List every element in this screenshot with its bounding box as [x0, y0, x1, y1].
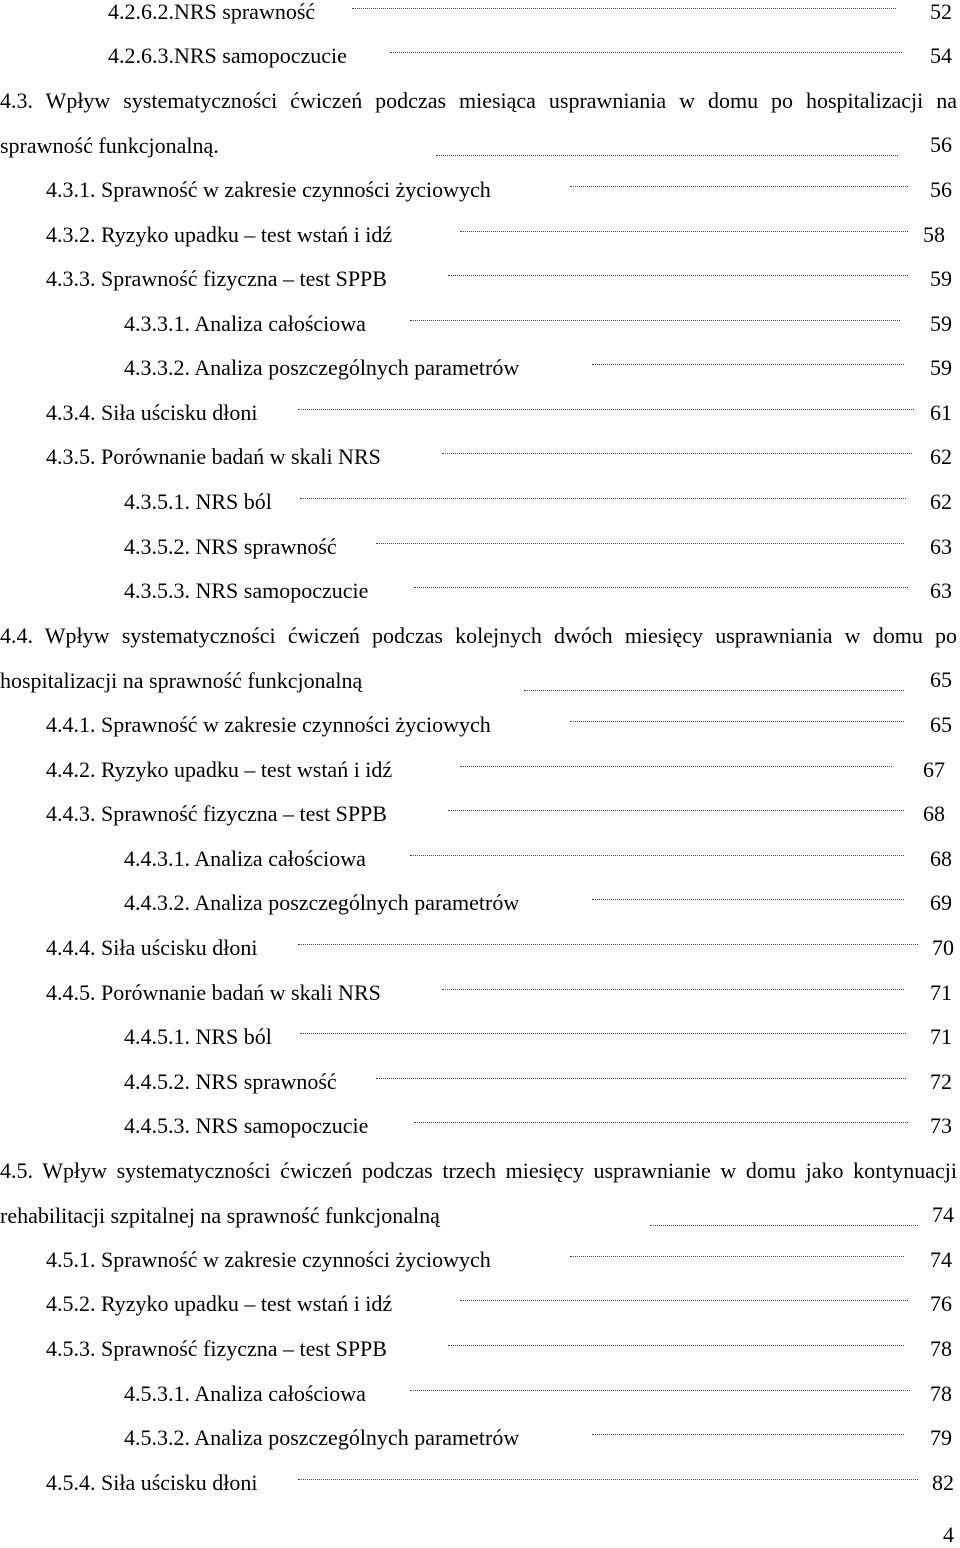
toc-entry-page: 78 — [930, 1381, 952, 1406]
toc-entry-page: 59 — [930, 311, 952, 336]
toc-entry-title: 4.2.6.3.NRS samopoczucie — [108, 43, 347, 68]
toc-entry-title: 4.5. Wpływ systematyczności ćwiczeń podczas trzech miesięcy usprawnianie w domu jako kontynuacji rehabilitacji szpitalnej na sprawność funkcjonalną — [0, 1158, 957, 1228]
toc-leader — [570, 721, 904, 722]
toc-entry-page: 59 — [930, 266, 952, 291]
toc-entry[interactable] — [124, 843, 894, 875]
toc-entry-page: 74 — [932, 1202, 954, 1227]
toc-entry-title: 4.3.2. Ryzyko upadku – test wstań i idź — [46, 222, 393, 247]
toc-leader — [298, 409, 914, 410]
toc-entry-title: 4.4. Wpływ systematyczności ćwiczeń podczas kolejnych dwóch miesięcy usprawniania w domu po hospitalizacji na sprawność funkcjonalną — [0, 623, 957, 693]
toc-entry[interactable] — [124, 352, 894, 384]
toc-entry-page: 74 — [930, 1247, 952, 1272]
toc-entry-title: 4.5.3.2. Analiza poszczególnych parametrów — [124, 1425, 520, 1450]
toc-entry[interactable] — [124, 531, 894, 563]
toc-entry-page: 56 — [930, 177, 952, 202]
toc-leader — [298, 1479, 918, 1480]
toc-entry-page: 69 — [930, 890, 952, 915]
toc-entry-title: 4.3.4. Siła uścisku dłoni — [46, 400, 258, 425]
toc-entry-title: 4.3.3.1. Analiza całościowa — [124, 311, 366, 336]
toc-leader — [298, 944, 918, 945]
toc-entry-title: 4.5.2. Ryzyko upadku – test wstań i idź — [46, 1291, 393, 1316]
toc-entry[interactable] — [124, 1110, 894, 1142]
toc-entry[interactable] — [108, 0, 898, 28]
toc-entry[interactable] — [108, 40, 898, 72]
toc-entry-title: 4.3.5. Porównanie badań w skali NRS — [46, 444, 381, 469]
toc-entry-page: 73 — [930, 1113, 952, 1138]
toc-entry[interactable] — [124, 887, 894, 919]
toc-leader — [460, 766, 892, 767]
toc-entry[interactable] — [46, 709, 896, 741]
toc-entry-page: 62 — [930, 489, 952, 514]
toc-entry[interactable] — [124, 1378, 894, 1410]
toc-entry[interactable] — [46, 1467, 896, 1499]
toc-entry-title: 4.3.1. Sprawność w zakresie czynności życiowych — [46, 177, 491, 202]
toc-entry-page: 59 — [930, 355, 952, 380]
toc-leader — [436, 155, 898, 156]
toc-entry-page: 58 — [923, 222, 945, 247]
toc-leader — [442, 453, 912, 454]
toc-entry-page: 54 — [930, 43, 952, 68]
toc-entry-title: 4.4.3. Sprawność fizyczna – test SPPB — [46, 801, 387, 826]
toc-leader — [376, 543, 904, 544]
toc-entry-title: 4.4.5.2. NRS sprawność — [124, 1069, 337, 1094]
toc-entry-page: 68 — [930, 846, 952, 871]
toc-entry-title: 4.4.4. Siła uścisku dłoni — [46, 935, 258, 960]
toc-entry-page: 71 — [930, 1024, 952, 1049]
toc-entry[interactable] — [46, 1244, 896, 1276]
toc-entry-title: 4.3. Wpływ systematyczności ćwiczeń podczas miesiąca usprawniania w domu po hospitalizacji na sprawność funkcjonalną. — [0, 88, 957, 158]
toc-entry-page: 68 — [923, 801, 945, 826]
toc-leader — [410, 855, 904, 856]
toc-leader — [442, 989, 904, 990]
toc-entry-title: 4.4.2. Ryzyko upadku – test wstań i idź — [46, 757, 393, 782]
toc-leader — [300, 1033, 906, 1034]
toc-entry[interactable] — [46, 1333, 896, 1365]
toc-entry-title: 4.3.5.2. NRS sprawność — [124, 534, 337, 559]
toc-entry-page: 56 — [930, 132, 952, 157]
toc-entry-page: 72 — [930, 1069, 952, 1094]
toc-leader — [592, 899, 904, 900]
toc-leader — [410, 1390, 910, 1391]
toc-entry-title: 4.3.3. Sprawność fizyczna – test SPPB — [46, 266, 387, 291]
toc-leader — [300, 498, 906, 499]
toc-entry-title: 4.5.3.1. Analiza całościowa — [124, 1381, 366, 1406]
toc-leader — [592, 1434, 904, 1435]
toc-entry-page: 78 — [930, 1336, 952, 1361]
toc-leader — [570, 186, 908, 187]
toc-leader — [448, 275, 908, 276]
toc-entry-page: 76 — [930, 1291, 952, 1316]
toc-entry[interactable] — [46, 1288, 896, 1320]
toc-entry-page: 67 — [923, 757, 945, 782]
toc-entry-page: 62 — [930, 444, 952, 469]
toc-entry[interactable] — [124, 1066, 894, 1098]
toc-leader — [460, 1300, 908, 1301]
toc-entry-page: 63 — [930, 534, 952, 559]
toc-entry-page: 65 — [930, 667, 952, 692]
toc-entry[interactable] — [46, 174, 896, 206]
toc-entry[interactable] — [124, 308, 894, 340]
toc-entry[interactable] — [46, 798, 896, 830]
toc-entry-title: 4.2.6.2.NRS sprawność — [108, 0, 316, 24]
toc-leader — [448, 810, 904, 811]
toc-entry-page: 52 — [930, 0, 952, 24]
toc-leader — [410, 320, 900, 321]
toc-entry-page: 70 — [932, 935, 954, 960]
toc-entry-title: 4.4.1. Sprawność w zakresie czynności życiowych — [46, 712, 491, 737]
toc-entry-title: 4.5.1. Sprawność w zakresie czynności życiowych — [46, 1247, 491, 1272]
toc-entry-page: 82 — [932, 1470, 954, 1495]
toc-entry-title: 4.3.3.2. Analiza poszczególnych parametrów — [124, 355, 520, 380]
toc-entry[interactable] — [46, 932, 896, 964]
toc-entry[interactable] — [46, 397, 896, 429]
toc-leader — [448, 1345, 904, 1346]
page-number: 4 — [943, 1522, 954, 1547]
toc-leader — [390, 52, 902, 53]
toc-entry-title: 4.5.3. Sprawność fizyczna – test SPPB — [46, 1336, 387, 1361]
toc-entry[interactable] — [46, 219, 896, 251]
toc-leader — [570, 1256, 904, 1257]
toc-entry[interactable] — [46, 263, 896, 295]
toc-entry[interactable] — [46, 441, 896, 473]
toc-entry-page: 65 — [930, 712, 952, 737]
toc-leader — [460, 231, 908, 232]
toc-entry[interactable] — [124, 486, 894, 518]
toc-entry-title: 4.4.5.3. NRS samopoczucie — [124, 1113, 369, 1138]
toc-leader — [414, 1122, 908, 1123]
toc-leader — [376, 1078, 906, 1079]
toc-leader — [414, 587, 908, 588]
toc-entry[interactable] — [124, 1422, 894, 1454]
toc-entry-page: 63 — [930, 578, 952, 603]
toc-entry[interactable] — [124, 575, 894, 607]
toc-entry[interactable] — [124, 1021, 894, 1053]
toc-leader — [352, 8, 896, 9]
toc-entry-page: 71 — [930, 980, 952, 1005]
toc-leader — [592, 364, 904, 365]
toc-entry-title: 4.4.3.2. Analiza poszczególnych parametrów — [124, 890, 520, 915]
toc-entry-title: 4.3.5.3. NRS samopoczucie — [124, 578, 369, 603]
toc-entry-title: 4.4.5. Porównanie badań w skali NRS — [46, 980, 381, 1005]
toc-entry[interactable] — [46, 977, 896, 1009]
toc-entry-title: 4.5.4. Siła uścisku dłoni — [46, 1470, 258, 1495]
toc-leader — [524, 690, 904, 691]
toc-leader — [650, 1225, 918, 1226]
toc-entry-title: 4.4.3.1. Analiza całościowa — [124, 846, 366, 871]
toc-entry-page: 79 — [930, 1425, 952, 1450]
toc-entry-title: 4.3.5.1. NRS ból — [124, 489, 272, 514]
toc-entry[interactable] — [46, 754, 896, 786]
toc-entry-title: 4.4.5.1. NRS ból — [124, 1024, 272, 1049]
toc-entry-page: 61 — [930, 400, 952, 425]
